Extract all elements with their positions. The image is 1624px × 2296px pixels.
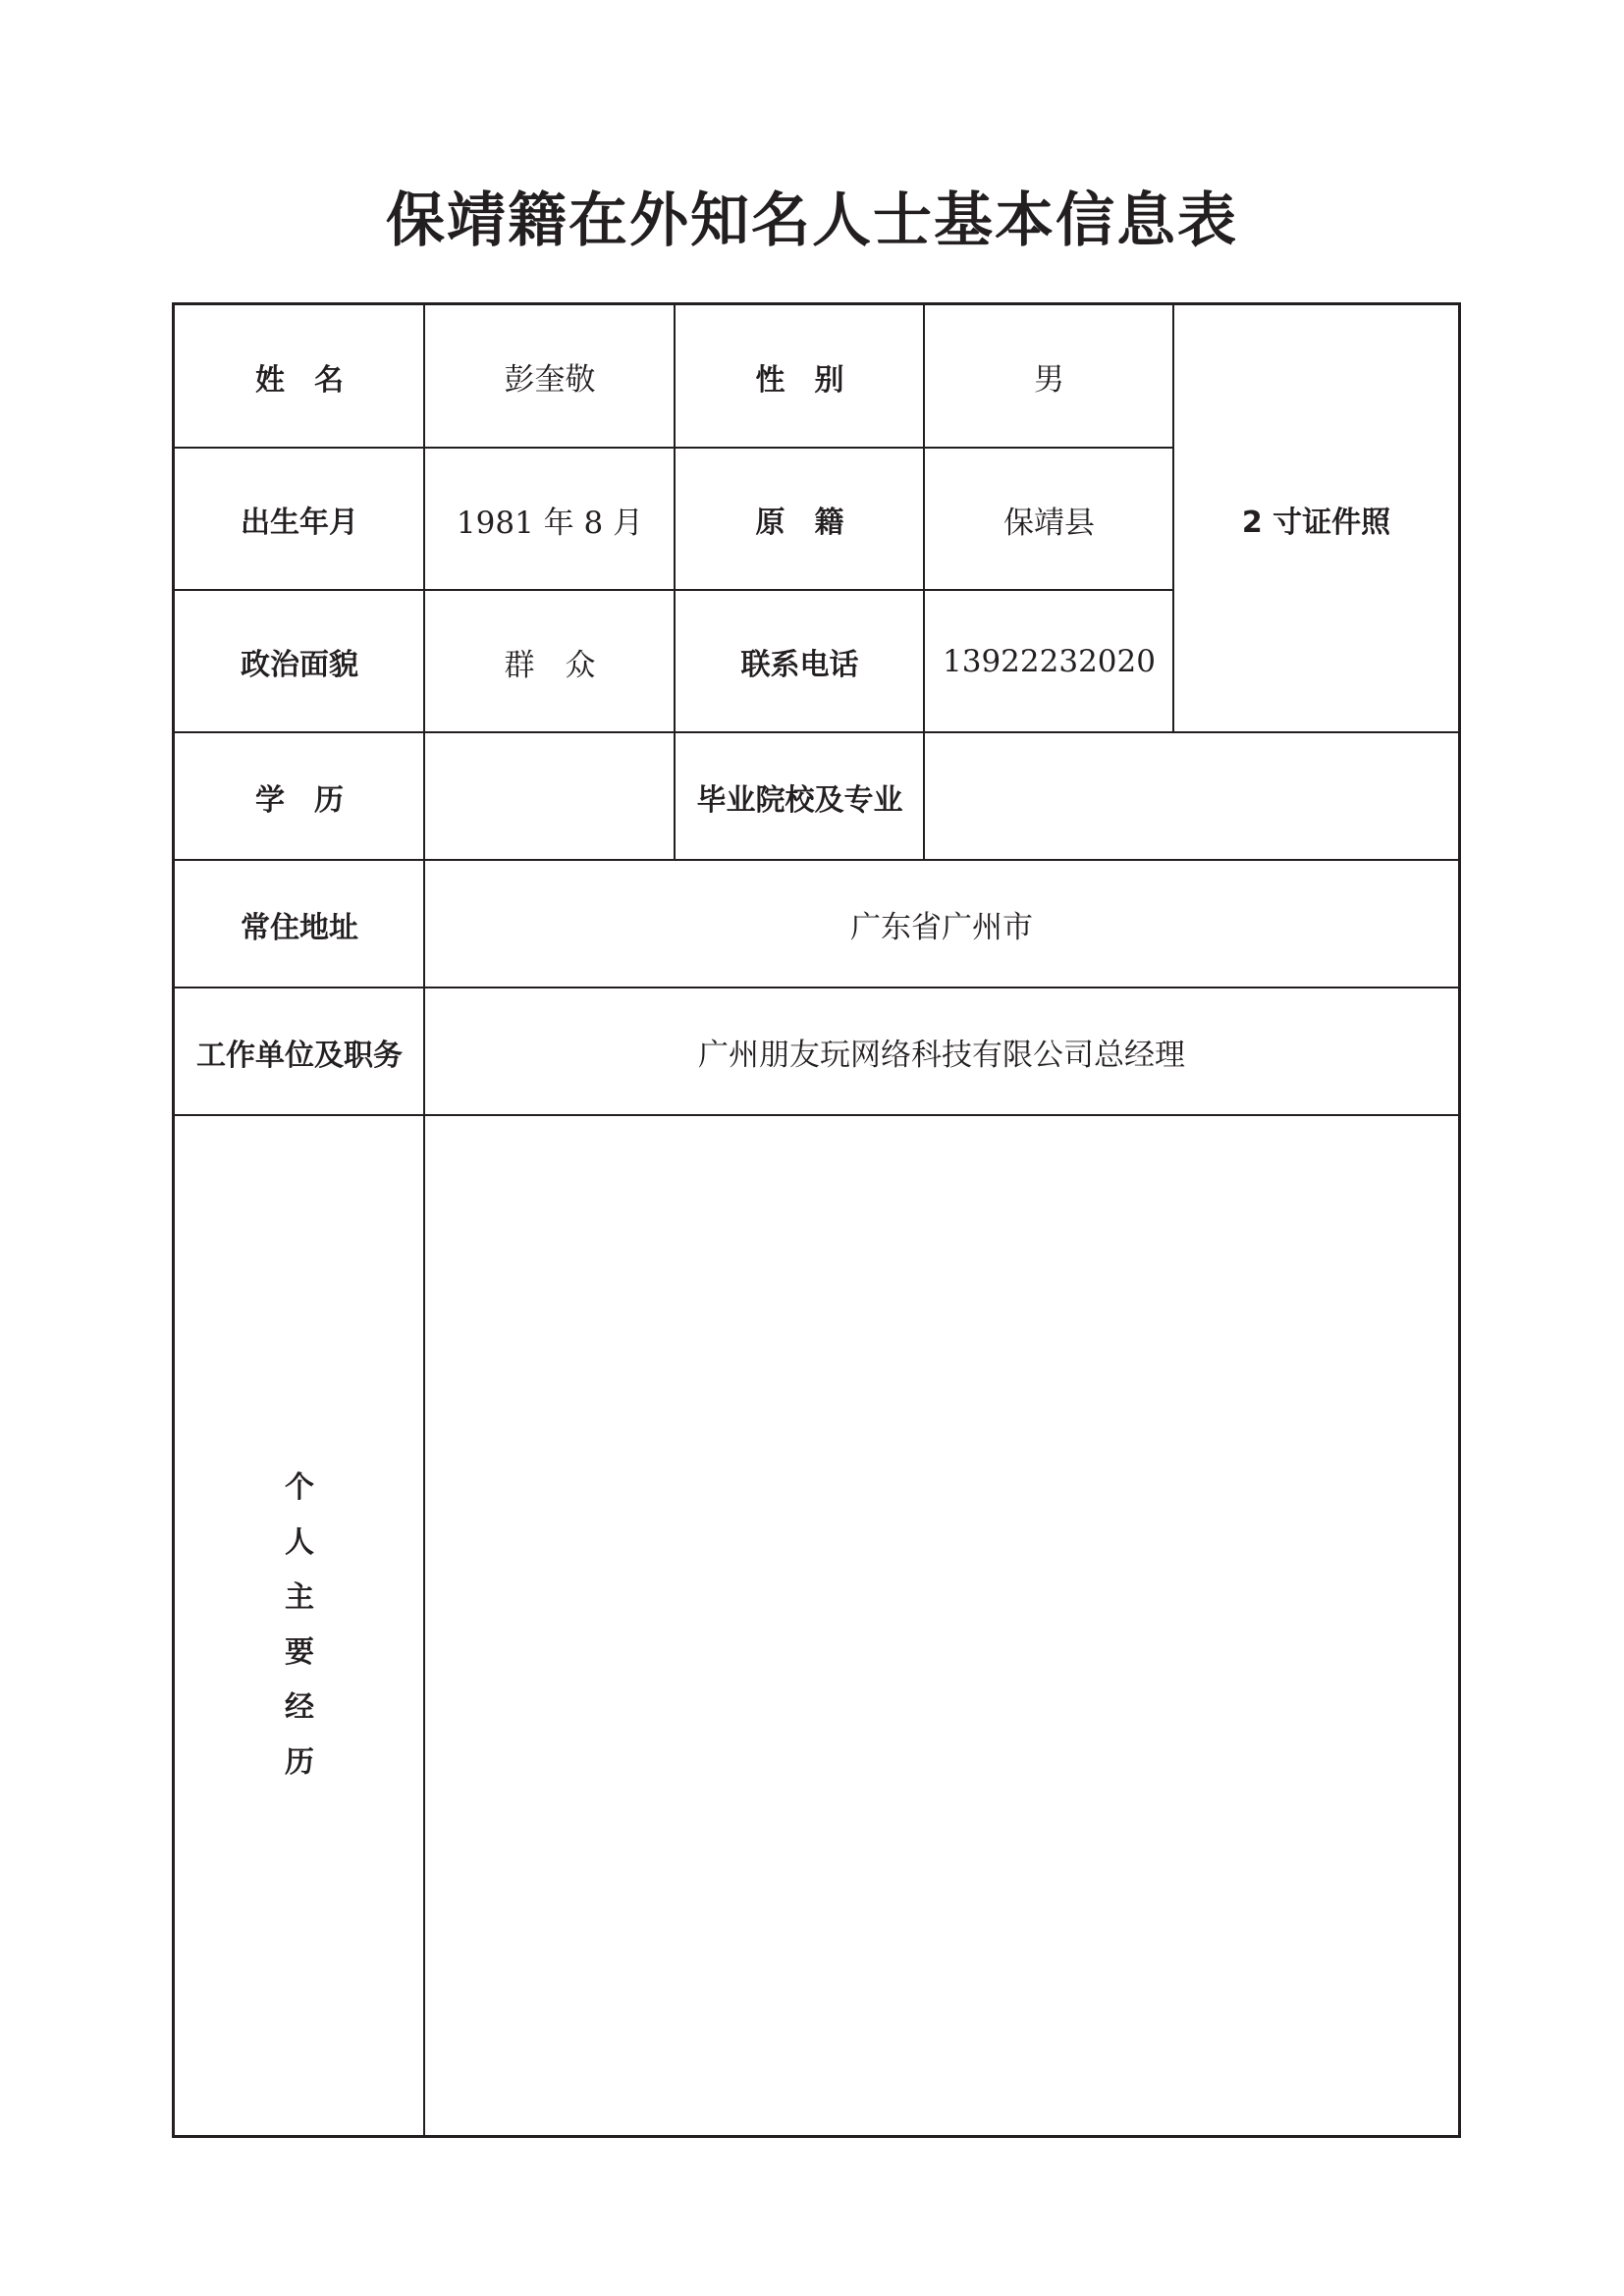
work-label: 工作单位及职务 [196,1038,403,1073]
birth-value: 1981 年 8 月 [456,505,644,541]
address-value: 广东省广州市 [850,910,1033,945]
experience-label-char: 历 [285,1745,314,1780]
experience-value [425,1116,1458,2135]
education-label: 学 历 [255,782,344,818]
photo-placeholder: 2 寸证件照 [1241,505,1391,540]
experience-label-char: 个 [285,1470,314,1505]
address-label: 常住地址 [241,910,358,945]
experience-label [175,1116,424,2135]
gender-value: 男 [1034,362,1064,398]
education-value [425,733,675,860]
page-title: 保靖籍在外知名人士基本信息表 [386,187,1238,255]
experience-label-char: 要 [285,1635,314,1670]
gender-label: 性 别 [755,362,844,398]
work-value: 广州朋友玩网络科技有限公司总经理 [698,1038,1185,1073]
experience-label-char: 经 [285,1690,314,1725]
experience-label-char: 人 [285,1525,314,1560]
school-major-value [925,733,1458,860]
phone-label: 联系电话 [740,648,859,682]
experience-label-char: 主 [285,1580,314,1615]
birth-label: 出生年月 [241,506,358,540]
name-label: 姓 名 [255,362,344,398]
school-major-label: 毕业院校及专业 [696,782,903,818]
info-form-table [172,302,1461,2138]
phone-value: 13922232020 [943,644,1156,679]
political-status-value: 群 众 [504,647,596,683]
origin-value: 保靖县 [1003,505,1095,541]
origin-label: 原 籍 [755,506,844,540]
political-status-label: 政治面貌 [241,648,358,682]
name-value: 彭奎敬 [504,362,596,398]
